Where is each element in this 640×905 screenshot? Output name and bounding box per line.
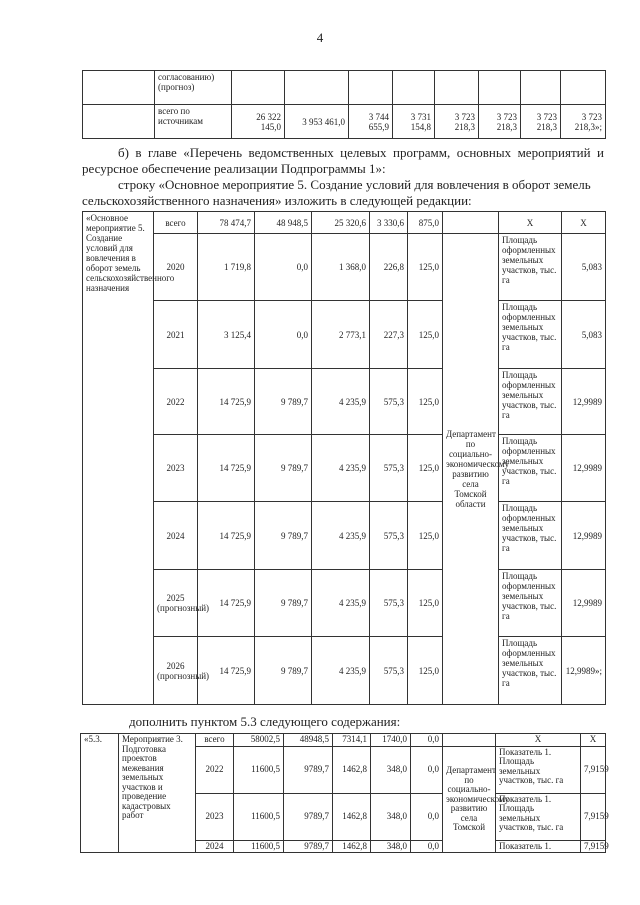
executor-cell: Департамент по социально-экономическому развитию села Томской xyxy=(443,746,496,853)
table-cell: 3 744 655,9 xyxy=(349,105,393,139)
table-row: 2020 1 719,8 0,0 1 368,0 226,8 125,0 Департамент по социально-экономическому развитию села Томской области Площадь оформленных земельных участков, тыс. га 5,083 xyxy=(83,234,606,301)
funding-table-continuation xyxy=(82,70,606,139)
table-cell: 3 953 461,0 xyxy=(285,105,349,139)
table-cell: 3 723 218,3 xyxy=(521,105,561,139)
table-cell: 875,0 xyxy=(408,212,443,234)
activity-5-3-table xyxy=(80,733,609,853)
table-cell: 3 723 218,3 xyxy=(479,105,521,139)
executor-cell: Департамент по социально-экономическому развитию села Томской области xyxy=(443,234,499,705)
table-row: 2022 11600,5 9789,7 1462,8 348,0 0,0 Департамент по социально-экономическому развитию села Томской Показатель 1. Площадь земельных участков, тыс. га 7,9159 xyxy=(81,746,606,793)
table-row: 2025 (прогнозный) 14 725,9 9 789,7 4 235,9 575,3 125,0 Площадь оформленных земельных участков, тыс. га 12,9989 xyxy=(83,570,606,637)
paragraph: б) в главе «Перечень ведомственных целевых программ, основных мероприятий и ресурсное обеспечение реализации Подпрограммы 1»: xyxy=(82,145,604,176)
row-label: всего по источникам xyxy=(155,105,232,139)
table-row xyxy=(83,71,606,105)
table-cell: всего xyxy=(154,212,198,234)
table-cell: 3 731 154,8 xyxy=(393,105,435,139)
table-cell: 3 723 218,3»; xyxy=(561,105,606,139)
activity-name: Мероприятие 3. Подготовка проектов межевания земельных участков и проведение кадастровых работ xyxy=(119,734,196,853)
table-cell: 3 723 218,3 xyxy=(435,105,479,139)
paragraph: дополнить пунктом 5.3 следующего содержания: xyxy=(129,714,401,729)
activity-name: «Основное мероприятие 5. Создание условий для вовлечения в оборот земель сельскохозяйственного назначения xyxy=(83,212,154,705)
table-cell: 78 474,7 xyxy=(198,212,255,234)
table-cell: 48 948,5 xyxy=(255,212,312,234)
page-number: 4 xyxy=(316,30,324,45)
table-cell: 25 320,6 xyxy=(312,212,370,234)
table-cell xyxy=(443,212,499,234)
table-row: 2021 3 125,4 0,0 2 773,1 227,3 125,0 Площадь оформленных земельных участков, тыс. га 5,083 xyxy=(83,301,606,369)
table-cell: 26 322 145,0 xyxy=(232,105,285,139)
table-row: 2023 14 725,9 9 789,7 4 235,9 575,3 125,0 Площадь оформленных земельных участков, тыс. га 12,9989 xyxy=(83,435,606,502)
table-row: 2022 14 725,9 9 789,7 4 235,9 575,3 125,0 Площадь оформленных земельных участков, тыс. га 12,9989 xyxy=(83,369,606,435)
table-row xyxy=(83,212,606,234)
table-row: 2024 14 725,9 9 789,7 4 235,9 575,3 125,0 Площадь оформленных земельных участков, тыс. га 12,9989 xyxy=(83,502,606,570)
table-row: 2023 11600,5 9789,7 1462,8 348,0 0,0 Показатель 1. Площадь земельных участков, тыс. га 7,9159 xyxy=(81,793,606,840)
row-label: согласованию) (прогноз) xyxy=(155,71,232,105)
paragraph: строку «Основное мероприятие 5. Создание условий для вовлечения в оборот земель xyxy=(118,177,591,192)
main-activity-5-table xyxy=(82,211,606,705)
table-row: 2024 11600,5 9789,7 1462,8 348,0 0,0 Показатель 1. 7,9159 xyxy=(81,840,606,853)
table-row xyxy=(83,105,606,139)
table-row: 2026 (прогнозный) 14 725,9 9 789,7 4 235,9 575,3 125,0 Площадь оформленных земельных участков, тыс. га 12,9989»; xyxy=(83,637,606,705)
table-row: «5.3. Мероприятие 3. Подготовка проектов межевания земельных участков и проведение кадастровых работ всего 58002,5 48948,5 7314,1 1740,0 0,0 Х Х xyxy=(81,734,606,747)
table-cell: 3 330,6 xyxy=(370,212,408,234)
table-cell: Х xyxy=(499,212,562,234)
paragraph: сельскохозяйственного назначения» изложить в следующей редакции: xyxy=(82,193,472,208)
table-cell: Х xyxy=(562,212,606,234)
item-number: «5.3. xyxy=(81,734,119,853)
